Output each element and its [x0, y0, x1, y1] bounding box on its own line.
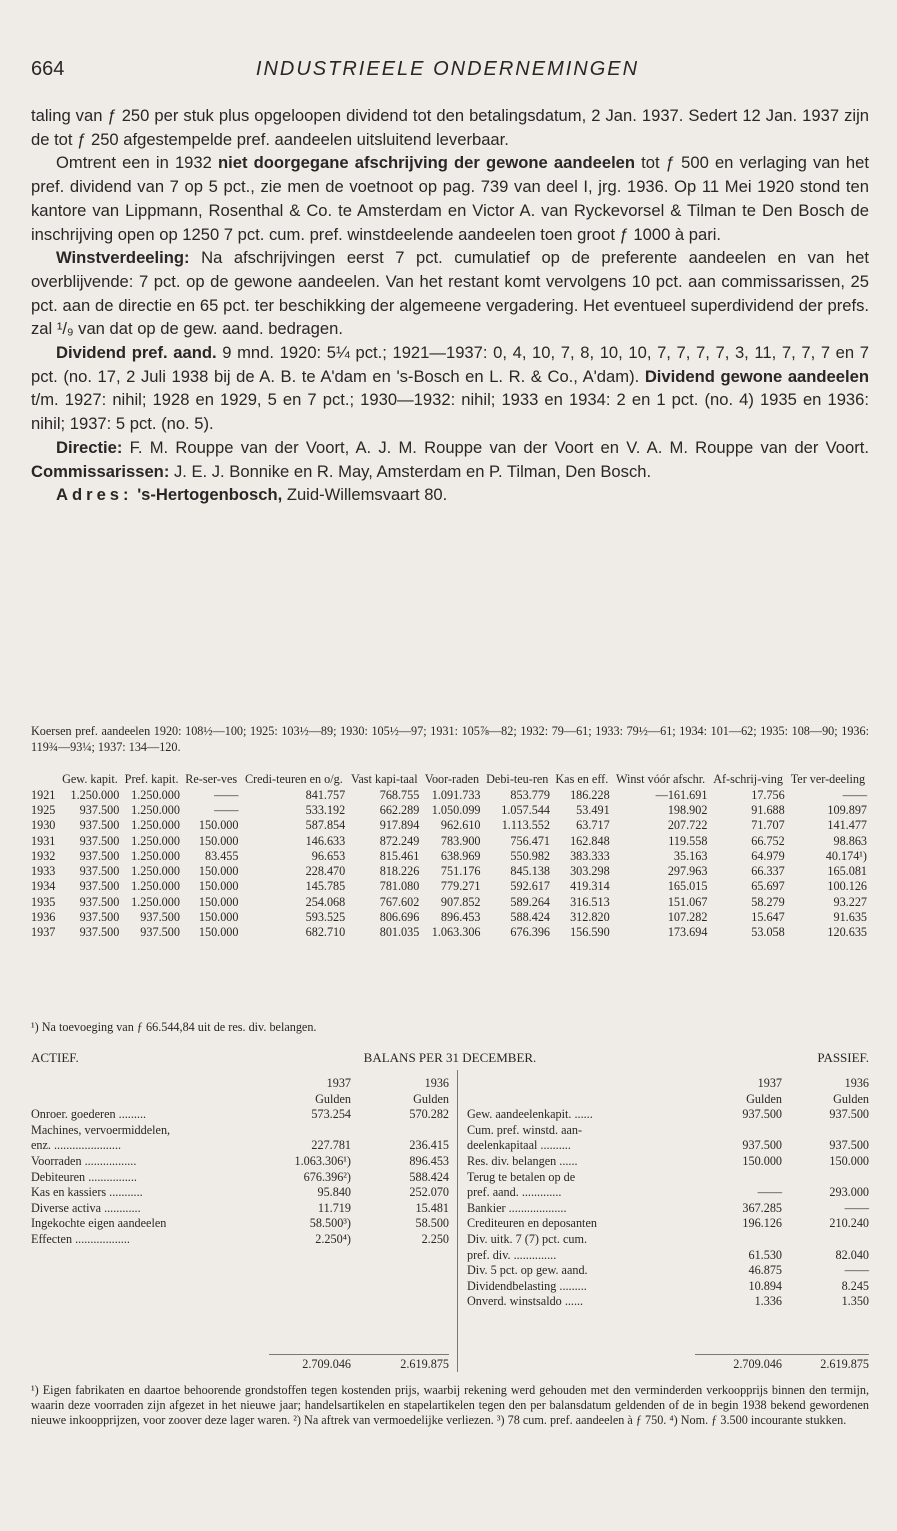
actief-col-1936: 1936: [424, 1076, 449, 1090]
history-col-header: Kas en eff.: [555, 772, 609, 786]
table-cell: 937.500: [79, 848, 120, 863]
history-col-header: Re-ser-ves: [185, 772, 238, 786]
table-cell: 1.250.000: [131, 802, 180, 817]
actief-col-1937: 1937: [326, 1076, 351, 1090]
actief-label: Kas en kassiers ...........: [31, 1185, 143, 1200]
table-row: [31, 818, 869, 833]
table-cell: 815.461: [379, 848, 420, 863]
passief-label: Res. div. belangen ......: [467, 1153, 578, 1168]
table-cell: 937.500: [79, 833, 120, 848]
passief-value: ——: [844, 1263, 869, 1278]
actief-row: [31, 1232, 449, 1248]
passief-row: [467, 1154, 869, 1170]
table-cell: 1.250.000: [131, 879, 180, 894]
table-cell: 1.250.000: [131, 833, 180, 848]
table-cell: 937.500: [79, 910, 120, 925]
actief-value: 58.500³): [309, 1216, 351, 1231]
passief-unit-1936: Gulden: [833, 1091, 869, 1106]
table-cell: 872.249: [379, 833, 420, 848]
actief-value: 15.481: [415, 1200, 449, 1215]
table-cell: 65.697: [751, 879, 785, 894]
actief-row: [31, 1201, 449, 1217]
table-cell: 676.396: [510, 925, 550, 940]
table-cell: 173.694: [667, 925, 708, 940]
passief-value: [695, 1170, 782, 1186]
table-cell: 1.063.306: [431, 925, 481, 940]
table-cell: 592.617: [510, 879, 550, 894]
year-cell: 1935: [31, 894, 56, 909]
table-cell: 53.491: [576, 802, 610, 817]
table-cell: 593.525: [305, 910, 346, 925]
table-cell: 96.653: [311, 848, 346, 863]
actief-label: Onroer. goederen .........: [31, 1107, 147, 1122]
table-row: [31, 787, 869, 802]
table-cell: 150.000: [198, 864, 239, 879]
passief-value: 293.000: [829, 1185, 869, 1200]
table-row: [31, 863, 869, 878]
paragraph-taling: taling van ƒ 250 per stuk plus opgeloopen dividend tot den betalingsdatum, 2 Jan. 1937. Sedert 12 Jan. 1937 zijn de tot ƒ 250 afgestempelde pref. aandeelen uitsluitend leverbaar.: [31, 106, 869, 149]
passief-row: [467, 1185, 869, 1201]
table-cell: 119.558: [668, 833, 708, 848]
table-cell: 100.126: [827, 879, 867, 894]
actief-label: Machines, vervoermiddelen,: [31, 1122, 171, 1137]
table-cell: 587.854: [305, 818, 346, 833]
table-cell: 316.513: [570, 894, 610, 909]
passief-value: ——: [757, 1185, 782, 1200]
actief-rows: [31, 1107, 449, 1247]
table-cell: 896.453: [440, 910, 481, 925]
passief-row: [467, 1107, 869, 1123]
table-cell: 588.424: [510, 910, 550, 925]
table-cell: 66.752: [751, 833, 785, 848]
table-cell: 120.635: [827, 925, 867, 940]
passief-label: pref. aand. .............: [467, 1185, 562, 1200]
passief-value: [782, 1170, 869, 1186]
passief-value: 150.000: [829, 1153, 869, 1168]
table-row: [31, 802, 869, 817]
table-cell: 207.722: [667, 818, 708, 833]
table-cell: 150.000: [198, 879, 239, 894]
history-note: ¹) Na toevoeging van ƒ 66.544,84 uit de res. div. belangen.: [31, 1020, 317, 1034]
table-cell: 71.707: [751, 818, 785, 833]
table-cell: 93.227: [833, 894, 867, 909]
actief-value: 573.254: [311, 1107, 351, 1122]
table-cell: 638.969: [440, 848, 481, 863]
table-cell: 962.610: [440, 818, 481, 833]
history-col-header: Debi-teu-ren: [486, 772, 549, 786]
paragraph-afschrijving: Omtrent een in 1932 niet doorgegane afschrijving der gewone aandeelen tot ƒ 500 en verlaging van het pref. dividend van 7 op 5 pct., zie men de voetnoot op pag. 739 van deel I, jrg. 1936. Op 11 Mei 1920 stond ten kantore van Lippmann, Rosenthal & Co. te Amsterdam en Victor A. van Ryckevorsel & Tilman te Den Bosch de inschrijving open op 1250 7 pct. cum. pref. winstdeelende aandeelen toen groot ƒ 1000 à pari.: [31, 153, 869, 244]
actief-value: 2.250: [421, 1231, 449, 1246]
table-cell: 83.455: [204, 848, 239, 863]
table-cell: 1.050.099: [431, 802, 481, 817]
passief-label: Dividendbelasting .........: [467, 1278, 587, 1293]
table-cell: 145.785: [305, 879, 346, 894]
year-cell: 1931: [31, 833, 56, 848]
table-cell: 781.080: [379, 879, 420, 894]
table-cell: 186.228: [570, 787, 610, 802]
actief-label: Voorraden .................: [31, 1153, 137, 1168]
history-col-header: Winst vóór afschr.: [615, 772, 706, 786]
table-cell: 806.696: [379, 910, 420, 925]
table-cell: 853.779: [510, 787, 550, 802]
actief-value: 2.250⁴): [315, 1231, 351, 1246]
actief-value: 11.719: [317, 1200, 351, 1215]
page-number: 664: [31, 58, 65, 80]
passief-label: PASSIEF.: [817, 1050, 869, 1065]
passief-label: Terug te betalen op de: [467, 1169, 576, 1184]
passief-row: [467, 1170, 869, 1186]
balance-divider: [457, 1070, 458, 1372]
actief-value: 236.415: [409, 1138, 449, 1153]
table-cell: ——: [214, 802, 239, 817]
table-cell: 156.590: [570, 925, 610, 940]
table-cell: 550.982: [510, 848, 550, 863]
table-cell: 1.250.000: [70, 787, 120, 802]
table-row: [31, 848, 869, 863]
table-cell: 682.710: [305, 925, 346, 940]
passief-value: 937.500: [829, 1107, 869, 1122]
table-cell: 1.250.000: [131, 864, 180, 879]
table-cell: 64.979: [751, 848, 785, 863]
actief-value: 58.500: [415, 1216, 449, 1231]
passief-value: 150.000: [742, 1153, 782, 1168]
table-cell: 91.688: [751, 802, 785, 817]
actief-label: Debiteuren ................: [31, 1169, 137, 1184]
passief-row: [467, 1123, 869, 1139]
passief-total-1937: 2.709.046: [695, 1354, 782, 1372]
table-cell: 66.337: [751, 864, 785, 879]
paragraph-adres: Adres: 's-Hertogenbosch, Zuid-Willemsvaart 80.: [56, 485, 448, 505]
table-row: [31, 894, 869, 909]
table-cell: 165.081: [827, 864, 867, 879]
passief-value: [782, 1232, 869, 1248]
actief-row: [31, 1138, 449, 1154]
passief-row: [467, 1294, 869, 1310]
table-cell: 818.226: [379, 864, 420, 879]
actief-label: ACTIEF.: [31, 1050, 79, 1065]
actief-total-1936: 2.619.875: [351, 1354, 449, 1372]
table-cell: 845.138: [510, 864, 550, 879]
table-cell: —161.691: [655, 787, 708, 802]
actief-label: Effecten ..................: [31, 1231, 130, 1246]
table-cell: 1.250.000: [131, 848, 180, 863]
passief-row: [467, 1263, 869, 1279]
year-cell: 1921: [31, 787, 56, 802]
table-cell: 937.500: [79, 879, 120, 894]
table-cell: 109.897: [827, 802, 867, 817]
table-cell: 198.902: [667, 802, 708, 817]
passief-row: [467, 1232, 869, 1248]
actief-row: [31, 1170, 449, 1186]
actief-label: enz. ......................: [31, 1138, 122, 1153]
table-cell: 53.058: [751, 925, 785, 940]
table-cell: 15.647: [751, 910, 785, 925]
table-cell: 1.250.000: [131, 787, 180, 802]
history-table-header: [31, 772, 869, 787]
table-cell: ——: [842, 787, 867, 802]
passief-label: Div. uitk. 7 (7) pct. cum.: [467, 1231, 588, 1246]
paragraph-directie: Directie: F. M. Rouppe van der Voort, A. J. M. Rouppe van der Voort en V. A. M. Rouppe van der Voort. Commissarissen: J. E. J. Bonnike en R. May, Amsterdam en P. Tilman, Den Bosch.: [31, 437, 869, 481]
balance-footnotes: ¹) Eigen fabrikaten en daartoe behoorende grondstoffen tegen kostenden prijs, waarbij rekening werd gehouden met den verminderden verkoopprijs binnen den termijn, waarin deze voorraden zijn afgezet in het nieuwe jaar; handelsartikelen en stapelartikelen tegen den per balansdatum geldenden of de in begin 1938 bekend gewordenen nieuwe inkoopprijzen, voor zoover deze lager waren. ²) Na aftrek van vermoedelijke verliezen. ³) 78 cum. pref. aandeelen à ƒ 750. ⁴) Nom. ƒ 3.500 incourante stukken.: [31, 1383, 869, 1427]
table-cell: 1.250.000: [131, 894, 180, 909]
history-table: [31, 772, 869, 940]
table-row: [31, 833, 869, 848]
body-text: [31, 104, 869, 507]
year-cell: 1937: [31, 925, 56, 940]
table-cell: 841.757: [305, 787, 346, 802]
table-cell: 91.635: [833, 910, 867, 925]
passief-value: 61.530: [748, 1247, 782, 1262]
history-col-header: Credi-teuren en o/g.: [244, 772, 343, 786]
table-cell: 767.602: [379, 894, 420, 909]
actief-label: Diverse activa ............: [31, 1200, 141, 1215]
table-cell: 165.015: [667, 879, 708, 894]
table-cell: 937.500: [79, 925, 120, 940]
table-cell: 150.000: [198, 910, 239, 925]
koersen-text: Koersen pref. aandeelen 1920: 108½—100; 1925: 103½—89; 1930: 105½—97; 1931: 105⅞—82; 1932: 79—61; 1933: 79½—61; 1934: 101—62; 1935: 108—90; 1936: 119¾—93¼; 1937: 134—120.: [31, 724, 869, 754]
table-cell: 783.900: [440, 833, 481, 848]
passief-label: Onverd. winstsaldo ......: [467, 1294, 584, 1309]
actief-value: 676.396²): [303, 1169, 351, 1184]
table-cell: 150.000: [198, 925, 239, 940]
passief-label: pref. div. ..............: [467, 1247, 557, 1262]
actief-unit-1937: Gulden: [315, 1091, 351, 1106]
passief-value: 937.500: [742, 1107, 782, 1122]
table-cell: 937.500: [79, 864, 120, 879]
passief-value: 1.350: [841, 1294, 869, 1309]
passief-label: Gew. aandeelenkapit. ......: [467, 1107, 593, 1122]
passief-value: 196.126: [742, 1216, 782, 1231]
table-cell: 937.500: [140, 925, 180, 940]
passief-value: 46.875: [748, 1263, 782, 1278]
passief-table: [467, 1076, 869, 1310]
passief-value: 210.240: [829, 1216, 869, 1231]
table-cell: 937.500: [79, 802, 120, 817]
history-col-header: Vast kapi-taal: [350, 772, 418, 786]
table-cell: 107.282: [667, 910, 708, 925]
table-cell: 937.500: [79, 894, 120, 909]
actief-value: [269, 1123, 351, 1139]
passief-value: 937.500: [829, 1138, 869, 1153]
paragraph-winstverdeeling: Winstverdeeling: Na afschrijvingen eerst 7 pct. cumulatief op de preferente aandeelen en van het overblijvende: 7 pct. op de gewone aandeelen. Van het restant komt vervolgens 10 pct. aan commissarissen, 25 pct. aan de directie en 65 pct. ter beschikking der algemeene vergadering. Het eventueel superdividend der prefs. zal ¹/₉ van dat op de gew. aand. bedragen.: [31, 248, 869, 339]
table-row: [31, 909, 869, 924]
table-cell: 589.264: [510, 894, 550, 909]
passief-label: Div. 5 pct. op gew. aand.: [467, 1263, 588, 1278]
page-header: [31, 58, 864, 88]
passief-value: 367.285: [742, 1200, 782, 1215]
passief-row: [467, 1216, 869, 1232]
table-cell: 1.057.544: [501, 802, 550, 817]
table-cell: 1.091.733: [431, 787, 481, 802]
year-cell: 1933: [31, 864, 56, 879]
table-cell: 98.863: [833, 833, 867, 848]
passief-value: ——: [844, 1200, 869, 1215]
passief-label: deelenkapitaal ..........: [467, 1138, 571, 1153]
table-cell: 297.963: [667, 864, 708, 879]
history-col-header: Ter ver-deeling: [790, 772, 866, 786]
actief-value: 227.781: [311, 1138, 351, 1153]
table-cell: 58.279: [751, 894, 785, 909]
year-cell: 1934: [31, 879, 56, 894]
passief-label: Crediteuren en deposanten: [467, 1216, 597, 1231]
table-cell: 141.477: [827, 818, 867, 833]
passief-value: 82.040: [835, 1247, 869, 1262]
actief-value: 252.070: [409, 1185, 449, 1200]
passief-value: 8.245: [841, 1278, 869, 1293]
table-cell: 35.163: [673, 848, 708, 863]
passief-unit-1937: Gulden: [746, 1091, 782, 1106]
actief-row: [31, 1154, 449, 1170]
table-cell: 162.848: [570, 833, 610, 848]
passief-value: 10.894: [748, 1278, 782, 1293]
actief-value: 896.453: [409, 1153, 449, 1168]
actief-row: [31, 1107, 449, 1123]
running-title: INDUSTRIEELE ONDERNEMINGEN: [255, 58, 640, 80]
actief-table: [31, 1076, 449, 1248]
passief-row: [467, 1248, 869, 1264]
table-cell: 1.113.552: [501, 818, 550, 833]
history-col-header: Af-schrij-ving: [713, 772, 783, 786]
actief-value: 570.282: [409, 1107, 449, 1122]
actief-total-1937: 2.709.046: [269, 1354, 351, 1372]
history-col-header: Gew. kapit.: [62, 772, 118, 786]
passief-col-1937: 1937: [757, 1076, 782, 1090]
actief-value: 588.424: [409, 1169, 449, 1184]
passief-rows: [467, 1107, 869, 1310]
actief-value: 1.063.306¹): [294, 1153, 351, 1168]
history-col-header: Pref. kapit.: [124, 772, 179, 786]
table-cell: 768.755: [379, 787, 420, 802]
table-cell: 312.820: [570, 910, 610, 925]
paragraph-dividend: Dividend pref. aand. 9 mnd. 1920: 5¼ pct.; 1921—1937: 0, 4, 10, 7, 8, 10, 10, 7, 7, 7, 7, 3, 11, 7, 7, 7 en 7 pct. (no. 17, 2 Juli 1938 bij de A. B. te A'dam en 's-Bosch en L. R. & Co., A'dam). Dividend gewone aandeelen t/m. 1927: nihil; 1928 en 1929, 5 en 7 pct.; 1930—1932: nihil; 1933 en 1934: 2 en 1 pct. (no. 4) 1935 en 1936: nihil; 1937: 5 pct. (no. 5).: [31, 343, 869, 434]
table-cell: 17.756: [751, 787, 785, 802]
actief-row: [31, 1216, 449, 1232]
table-cell: 150.000: [198, 894, 239, 909]
passief-value: 1.336: [754, 1294, 782, 1309]
balance-title: BALANS PER 31 DECEMBER.: [363, 1050, 537, 1065]
passief-value: 937.500: [742, 1138, 782, 1153]
table-cell: 228.470: [305, 864, 346, 879]
history-table-body: [31, 787, 869, 940]
passief-row: [467, 1138, 869, 1154]
table-cell: 419.314: [570, 879, 610, 894]
history-col-header: [31, 772, 59, 787]
table-cell: 801.035: [379, 925, 420, 940]
year-cell: 1936: [31, 910, 56, 925]
history-col-header: Voor-raden: [424, 772, 480, 786]
table-cell: 150.000: [198, 818, 239, 833]
table-cell: 63.717: [576, 818, 610, 833]
passief-col-1936: 1936: [844, 1076, 869, 1090]
table-cell: 533.192: [305, 802, 346, 817]
table-cell: 662.289: [379, 802, 420, 817]
table-row: [31, 925, 869, 940]
passief-label: Bankier ...................: [467, 1200, 567, 1215]
table-cell: 937.500: [79, 818, 120, 833]
actief-unit-1936: Gulden: [413, 1091, 449, 1106]
table-cell: 254.068: [305, 894, 346, 909]
table-cell: 907.852: [440, 894, 481, 909]
table-cell: 150.000: [198, 833, 239, 848]
actief-value: 95.840: [317, 1185, 351, 1200]
table-cell: 151.067: [667, 894, 708, 909]
passief-value: [695, 1123, 782, 1139]
passief-row: [467, 1201, 869, 1217]
passief-value: [782, 1123, 869, 1139]
table-cell: 756.471: [510, 833, 550, 848]
table-cell: 751.176: [440, 864, 481, 879]
passief-value: [695, 1232, 782, 1248]
passief-total-1936: 2.619.875: [782, 1354, 869, 1372]
table-cell: 917.894: [379, 818, 420, 833]
table-cell: 779.271: [440, 879, 481, 894]
actief-row: [31, 1185, 449, 1201]
year-cell: 1932: [31, 848, 56, 863]
table-cell: ——: [214, 787, 239, 802]
year-cell: 1925: [31, 802, 56, 817]
table-cell: 40.174¹): [825, 848, 867, 863]
table-row: [31, 879, 869, 894]
year-cell: 1930: [31, 818, 56, 833]
passief-label: Cum. pref. winstd. aan-: [467, 1122, 583, 1137]
table-cell: 383.333: [570, 848, 610, 863]
table-cell: 146.633: [305, 833, 346, 848]
actief-value: [351, 1123, 449, 1139]
passief-row: [467, 1279, 869, 1295]
table-cell: 937.500: [140, 910, 180, 925]
actief-label: Ingekochte eigen aandeelen: [31, 1216, 167, 1231]
actief-row: [31, 1123, 449, 1139]
table-cell: 1.250.000: [131, 818, 180, 833]
balance-heading: [31, 1050, 869, 1070]
table-cell: 303.298: [570, 864, 610, 879]
